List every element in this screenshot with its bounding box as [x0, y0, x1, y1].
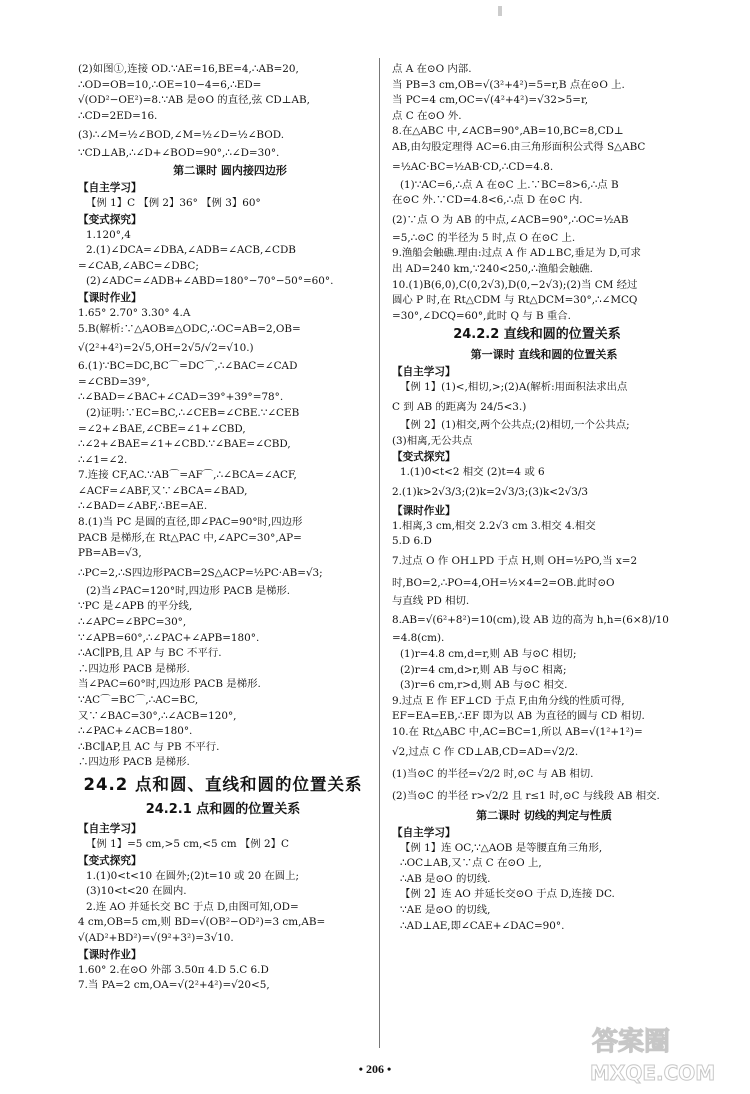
section-heading: 【变式探究】 — [78, 213, 142, 226]
answer-line: (3)∴∠M=½∠BOD,∠M=½∠D=½∠BOD. — [78, 129, 285, 142]
answer-line: ∴AD⊥AE,即∠CAE+∠DAC=90°. — [400, 919, 565, 932]
answer-line: ∴BC∥AP,且 AC 与 PB 不平行. — [78, 740, 220, 753]
answer-line: (2)当⊙C 的半径 r>√2/2 且 r≤1 时,⊙C 与线段 AB 相交. — [392, 789, 660, 802]
answer-line: ∴PC=2,∴S四边形PACB=2S△ACP=½PC·AB=√3; — [78, 566, 323, 579]
answer-line: 【例 2】(1)相交,两个公共点;(2)相切,一个公共点; — [400, 418, 630, 431]
subchapter-title: 24.2.2 直线和圆的位置关系 — [453, 327, 621, 343]
answer-line: √(2²+4²)=2√5,OH=2√5/√2=√10.) — [78, 342, 254, 355]
answer-line: 8.(1)当 PC 是圆的直径,即∠PAC=90°时,四边形 — [78, 516, 303, 529]
answer-line: 4 cm,OB=5 cm,则 BD=√(OB²−OD²)=3 cm,AB= — [78, 916, 326, 929]
answer-line: 又∵∠BAC=30°,∴∠ACB=120°, — [78, 709, 237, 722]
answer-line: 1.(1)0<t<10 在圆外;(2)t=10 或 20 在圆上; — [86, 869, 300, 882]
answer-line: 5.B(解析:∵△AOB≌△ODC,∴OC=AB=2,OB= — [78, 322, 301, 335]
answer-line: =5,∴⊙C 的半径为 5 时,点 O 在⊙C 上. — [392, 231, 576, 244]
answer-line: 9.过点 E 作 EF⊥CD 于点 F,由角分线的性质可得, — [392, 694, 625, 707]
answer-line: 6.(1)∵BC=DC,BC⌒=DC⌒,∴∠BAC=∠CAD — [78, 360, 298, 373]
answer-line: AB,由勾股定理得 AC=6.由三角形面积公式得 S△ABC — [392, 140, 646, 153]
answer-line: 8.在△ABC 中,∠ACB=90°,AB=10,BC=8,CD⊥ — [392, 125, 624, 138]
answer-line: ∵AE 是⊙O 的切线, — [400, 904, 491, 916]
answer-line: 7.连接 CF,AC.∵AB⌒=AF⌒,∴∠BCA=∠ACF, — [78, 469, 297, 482]
chapter-title: 24.2 点和圆、直线和圆的位置关系 — [83, 774, 363, 794]
answer-line: 时,BO=2,∴PO=4,OH=½×4=2=OB.此时⊙O — [392, 576, 615, 589]
answer-line: (1)r=4.8 cm,d=r,则 AB 与⊙C 相切; — [400, 648, 577, 661]
answer-line: ∵PC 是∠APB 的平分线, — [78, 600, 193, 613]
answer-line: (1)当⊙C 的半径=√2/2 时,⊙C 与 AB 相切. — [392, 767, 594, 780]
answer-line: ∵∠APB=60°,∴∠PAC+∠APB=180°. — [78, 631, 260, 644]
answer-line: (2)当∠PAC=120°时,四边形 PACB 是梯形. — [86, 584, 291, 597]
answer-line: 【例 2】连 AO 并延长交⊙O 于点 D,连接 DC. — [400, 888, 615, 901]
section-heading: 【课时作业】 — [78, 948, 142, 961]
answer-line: =∠CBD=39°, — [78, 375, 150, 388]
answer-line: 2.(1)∠DCA=∠DBA,∠ADB=∠ACB,∠CDB — [86, 244, 296, 257]
answer-line: ∴四边形 PACB 是梯形. — [78, 662, 190, 675]
answer-line: √(AD²+BD²)=√(9²+3²)=3√10. — [78, 931, 234, 944]
answer-line: 1.120°,4 — [86, 228, 131, 241]
answer-line: (2)∠ADC=∠ADB+∠ABD=180°−70°−50°=60°. — [86, 275, 334, 288]
answer-line: 当 PB=3 cm,OB=√(3²+4²)=5=r,B 点在⊙O 上. — [392, 78, 625, 91]
answer-line: ∠ACF=∠ABF,又∵∠BCA=∠BAD, — [78, 484, 248, 497]
answer-line: 【例 1】(1)<,相切,>;(2)A(解析:用面积法求出点 — [400, 381, 628, 394]
answer-line: C 到 AB 的距离为 24/5<3.) — [392, 400, 527, 413]
section-heading: 【自主学习】 — [78, 822, 142, 835]
section-heading: 【自主学习】 — [392, 366, 456, 379]
answer-line: 2.连 AO 并延长交 BC 于点 D,由图可知,OD= — [86, 900, 299, 913]
answer-line: 7.过点 O 作 OH⊥PD 于点 H,则 OH=½PO,当 x=2 — [392, 554, 638, 567]
answer-line: PACB 是梯形,在 Rt△PAC 中,∠APC=30°,AP= — [78, 531, 302, 544]
answer-line: 当∠PAC=60°时,四边形 PACB 是梯形. — [78, 678, 261, 691]
answer-line: ∴AC∥PB,且 AP 与 BC 不平行. — [78, 647, 222, 660]
answer-line: 【例 1】=5 cm,>5 cm,<5 cm 【例 2】C — [86, 837, 289, 850]
answer-line: ∴∠PAC+∠ACB=180°. — [78, 725, 193, 738]
answer-line: 8.AB=√(6²+8²)=10(cm),设 AB 边的高为 h,h=(6×8)/10 — [392, 614, 669, 627]
answer-line: (1)∵AC=6,∴点 A 在⊙C 上.∵BC=8>6,∴点 B — [400, 178, 619, 191]
watermark-logo — [586, 1022, 744, 1088]
answer-line: ∴OC⊥AB,又∵点 C 在⊙O 上, — [400, 857, 542, 870]
answer-line: EF=EA=EB,∴EF 即为以 AB 为直径的圆与 CD 相切. — [392, 710, 645, 723]
answer-line: 【例 1】C 【例 2】36° 【例 3】60° — [86, 196, 261, 209]
answer-line: =30°,∠DCQ=60°,此时 Q 与 B 重合. — [392, 309, 571, 322]
answer-line: 7.当 PA=2 cm,OA=√(2²+4²)=√20<5, — [78, 979, 270, 992]
answer-line: 圆心 P 时,在 Rt△CDM 与 Rt△DCM=30°,∴∠MCQ — [392, 294, 638, 307]
lesson-title: 第二课时 圆内接四边形 — [173, 163, 287, 177]
section-heading: 【自主学习】 — [392, 826, 456, 839]
answer-line: ∴CD=2ED=16. — [78, 109, 158, 122]
answer-line: =∠CAB,∠ABC=∠DBC; — [78, 259, 199, 272]
answer-line: 1.(1)0<t<2 相交 (2)t=4 或 6 — [400, 466, 545, 479]
answer-line: (2)证明:∵EC=BC,∴∠CEB=∠CBE.∵∠CEB — [86, 406, 300, 419]
answer-line: =½AC·BC=½AB·CD,∴CD=4.8. — [392, 160, 554, 173]
left-column — [78, 62, 368, 994]
answer-line: ∴AB 是⊙O 的切线. — [400, 872, 491, 885]
answer-line: (3)10<t<20 在圆内. — [86, 885, 187, 898]
answer-line: 出 AD=240 km,∵240<250,∴渔船会触礁. — [392, 262, 593, 275]
answer-line: 9.渔船会触礁.理由:过点 A 作 AD⊥BC,垂足为 D,可求 — [392, 247, 641, 260]
answer-line: ∴∠1=∠2. — [78, 453, 128, 466]
answer-line: 1.65° 2.70° 3.30° 4.A — [78, 306, 191, 319]
answer-line: 1.相离,3 cm,相交 2.2√3 cm 3.相交 4.相交 — [392, 519, 596, 532]
answer-line: 与直线 PD 相切. — [392, 594, 470, 607]
answer-line: ∴∠BAD=∠BAC+∠CAD=39°+39°=78°. — [78, 391, 284, 404]
answer-line: ∵CD⊥AB,∴∠D+∠BOD=90°,∴∠D=30°. — [78, 147, 280, 160]
answer-line: ∵AC⌒=BC⌒,∴AC=BC, — [78, 694, 199, 706]
watermark-url: MXQE.COM — [590, 1061, 716, 1085]
section-heading: 【自主学习】 — [78, 181, 142, 194]
answer-line: √2,过点 C 作 CD⊥AB,CD=AD=√2/2. — [392, 745, 579, 758]
answer-line: =4.8(cm). — [392, 632, 445, 645]
answer-line: 当 PC=4 cm,OC=√(4²+4²)=√32>5=r, — [392, 94, 589, 107]
watermark-brand: 答案圈 — [592, 1027, 671, 1057]
scan-mark — [498, 6, 502, 16]
lesson-title: 第一课时 直线和圆的位置关系 — [470, 348, 618, 362]
section-heading: 【课时作业】 — [78, 291, 142, 304]
answer-line: 5.D 6.D — [392, 535, 432, 548]
answer-line: 点 C 在⊙O 外. — [392, 109, 462, 122]
lesson-title: 第二课时 切线的判定与性质 — [476, 808, 612, 822]
answer-line: ∴OD=OB=10,∴OE=10−4=6,∴ED= — [78, 78, 262, 91]
answer-line: (2)如图①,连接 OD.∵AE=16,BE=4,∴AB=20, — [78, 63, 299, 75]
answer-line: 2.(1)k>2√3/3;(2)k=2√3/3;(3)k<2√3/3 — [392, 485, 588, 498]
answer-line: 在⊙C 外.∵CD=4.8<6,∴点 D 在⊙C 内. — [392, 194, 583, 207]
answer-line: (2)r=4 cm,d>r,则 AB 与⊙C 相离; — [400, 663, 567, 676]
answer-line: 1.60° 2.在⊙O 外部 3.50π 4.D 5.C 6.D — [78, 963, 269, 976]
answer-line: 点 A 在⊙O 内部. — [392, 63, 472, 75]
answer-line: ∴∠2+∠BAE=∠1+∠CBD.∵∠BAE=∠CBD, — [78, 438, 291, 451]
column-divider — [379, 58, 380, 1048]
right-column — [392, 62, 682, 934]
section-heading: 【变式探究】 — [78, 854, 142, 867]
answer-line: (3)r=6 cm,r>d,则 AB 与⊙C 相交. — [400, 679, 568, 692]
answer-line: (3)相离,无公共点 — [392, 434, 473, 447]
answer-line: √(OD²−OE²)=8.∵AB 是⊙O 的直径,弦 CD⊥AB, — [78, 94, 310, 107]
answer-line: 【例 1】连 OC,∵△AOB 是等腰直角三角形, — [400, 841, 603, 854]
section-heading: 【变式探究】 — [392, 451, 456, 464]
answer-line: (2)∵点 O 为 AB 的中点,∠ACB=90°,∴OC=½AB — [392, 213, 629, 226]
answer-line: ∴∠BAD=∠ABF,∴BE=AE. — [78, 500, 208, 513]
answer-line: ∴∠APC=∠BPC=30°, — [78, 616, 187, 629]
section-heading: 【课时作业】 — [392, 504, 456, 517]
page-number: • 206 • — [358, 1062, 392, 1076]
subchapter-title: 24.2.1 点和圆的位置关系 — [145, 801, 301, 817]
answer-line: ∴四边形 PACB 是梯形. — [78, 756, 190, 769]
answer-line: =∠2+∠BAE,∠CBE=∠1+∠CBD, — [78, 422, 246, 435]
answer-line: 10.(1)B(6,0),C(0,2√3),D(0,−2√3);(2)当 CM 经过 — [392, 278, 638, 291]
answer-line: PB=AB=√3, — [78, 547, 142, 560]
answer-line: 10.在 Rt△ABC 中,AC=BC=1,所以 AB=√(1²+1²)= — [392, 726, 643, 739]
